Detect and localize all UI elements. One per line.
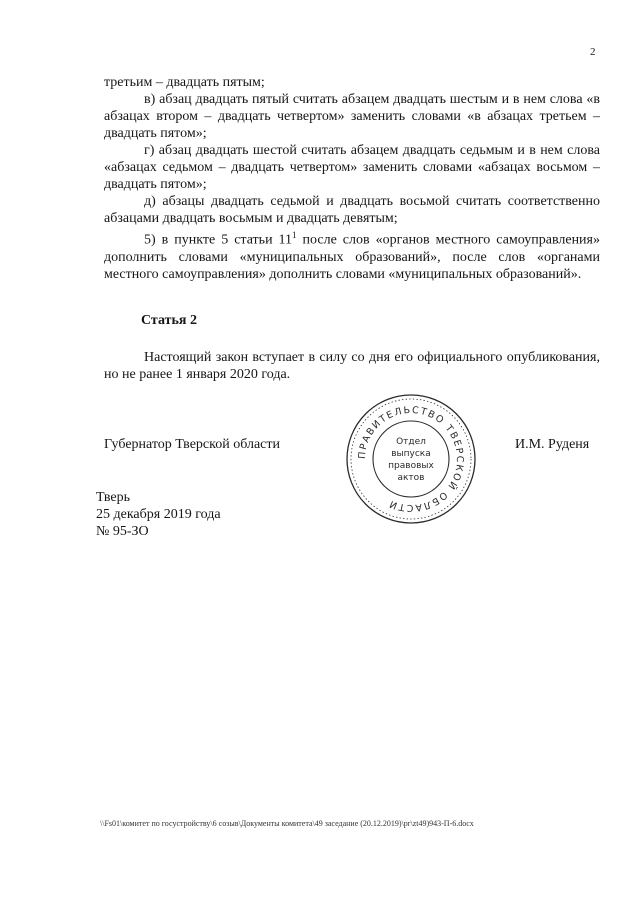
seal-ring-text: ПРАВИТЕЛЬСТВО ТВЕРСКОЙ ОБЛАСТИ: [356, 404, 466, 514]
seal-center-line-4: актов: [397, 473, 425, 483]
seal-serrated-ring: [351, 399, 471, 519]
signatory-name: И.М. Руденя: [515, 437, 590, 452]
item5-superscript: 1: [292, 230, 297, 240]
governor-title: Губернатор Тверской области: [104, 437, 280, 452]
seal-center-line-2: выпуска: [391, 449, 431, 459]
paragraph-continuation: третьим – двадцать пятым;: [104, 75, 265, 90]
paragraph-item-v: в) абзац двадцать пятый считать абзацем двадцать шестым и в нем слова «в абзацах втором – двадцать четвертом» заменить словами «в абзацах третьем – двадцать пятом»;: [104, 92, 600, 141]
item5-text-before: 5) в пункте 5 статьи 11: [144, 232, 293, 248]
seal-center-line-1: Отдел: [396, 437, 426, 447]
paragraph-item-5: [104, 227, 600, 283]
paragraph-item-g: г) абзац двадцать шестой считать абзацем двадцать седьмым и в нем слова «абзацах седьмом – двадцать четвертом» заменить словами «абзацах восьмом – двадцать пятом»;: [104, 143, 600, 192]
seal-inner-ring: [373, 421, 449, 497]
footer-file-path: \\Fs01\комитет по госустройству\6 созыв\Документы комитета\49 заседание (20.12.2019)\pr\zt49)943-П-6.docx: [100, 819, 474, 828]
seal-center-line-3: правовых: [388, 461, 434, 471]
signing-city: Тверь: [96, 490, 130, 505]
signing-details: [96, 489, 221, 540]
item5-text-after: после слов «органов местного самоуправления» дополнить словами «муниципальных образований», после слов «органами местного самоуправления» дополнить словами «муниципальных образований».: [104, 232, 600, 282]
law-number: № 95-ЗО: [96, 524, 149, 539]
official-seal-stamp: [344, 392, 478, 526]
article-2-text: Настоящий закон вступает в силу со дня его официального опубликования, но не ранее 1 января 2020 года.: [104, 350, 600, 382]
signing-date: 25 декабря 2019 года: [96, 507, 221, 522]
page-number: 2: [590, 46, 596, 58]
law-text-body: [104, 74, 600, 283]
paragraph-item-d: д) абзацы двадцать седьмой и двадцать восьмой считать соответственно абзацами двадцать восьмым и двадцать девятым;: [104, 194, 600, 226]
article-2-heading: Статья 2: [141, 313, 197, 328]
